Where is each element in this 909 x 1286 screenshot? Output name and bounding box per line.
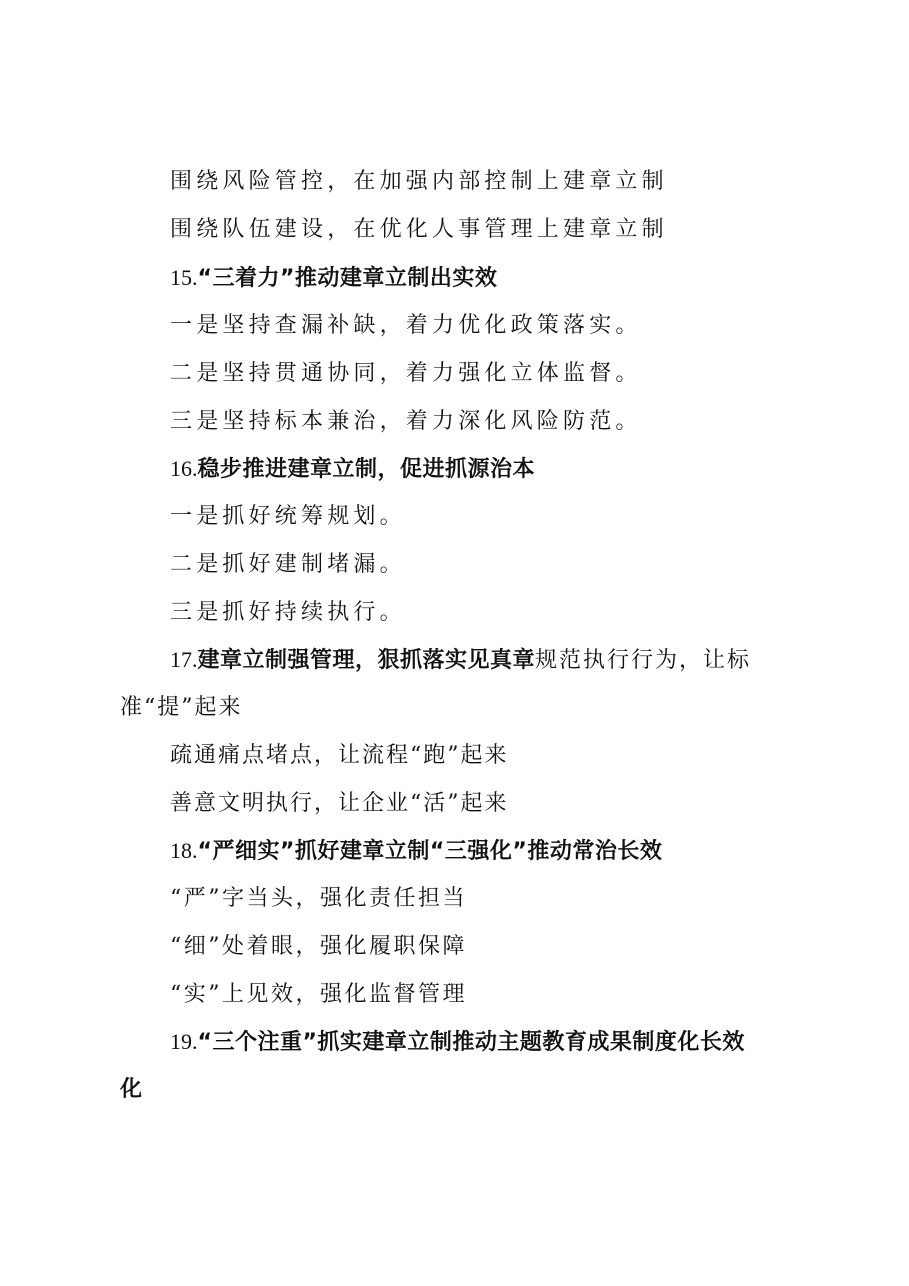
- text-line: “细”处着眼，强化履职保障: [170, 934, 467, 959]
- heading-rest-text: 规范执行行为，让标: [535, 648, 752, 673]
- heading-text: “严细实”抓好建章立制“三强化”推动常治长效: [197, 839, 663, 864]
- text-line: 围绕队伍建设，在优化人事管理上建章立制: [170, 217, 668, 242]
- section-heading-17: [170, 645, 751, 676]
- heading-number: 19.: [170, 1029, 198, 1054]
- text-line: 二是坚持贯通协同，着力强化立体监督。: [170, 361, 642, 386]
- text-line: 三是抓好持续执行。: [170, 600, 406, 625]
- section-heading-18: [170, 836, 662, 867]
- text-line: 疏通痛点堵点，让流程“跑”起来: [170, 743, 509, 768]
- heading-number: 16.: [170, 456, 198, 481]
- heading-text: 建章立制强管理，狠抓落实见真章: [197, 648, 536, 673]
- text-line: “实”上见效，强化监督管理: [170, 982, 467, 1007]
- heading-continued: 化: [120, 1077, 143, 1102]
- heading-number: 15.: [170, 265, 198, 290]
- section-heading-16: [170, 454, 535, 485]
- section-heading-19: [170, 1027, 745, 1058]
- heading-text: “三个注重”抓实建章立制推动主题教育成果制度化长效: [197, 1030, 745, 1055]
- text-line: 善意文明执行，让企业“活”起来: [170, 791, 509, 816]
- text-line: 围绕风险管控，在加强内部控制上建章立制: [170, 169, 668, 194]
- text-line-continued: 准“提”起来: [120, 695, 243, 720]
- text-line: 二是抓好建制堵漏。: [170, 552, 406, 577]
- text-line: 三是坚持标本兼治，着力深化风险防范。: [170, 409, 642, 434]
- heading-number: 17.: [170, 647, 198, 672]
- heading-number: 18.: [170, 838, 198, 863]
- text-line: 一是抓好统筹规划。: [170, 504, 406, 529]
- text-line: 一是坚持查漏补缺，着力优化政策落实。: [170, 313, 642, 338]
- heading-text: 稳步推进建章立制，促进抓源治本: [197, 457, 536, 482]
- heading-text: “三着力”推动建章立制出实效: [197, 266, 498, 291]
- section-heading-15: [170, 263, 497, 294]
- text-line: “严”字当头，强化责任担当: [170, 886, 467, 911]
